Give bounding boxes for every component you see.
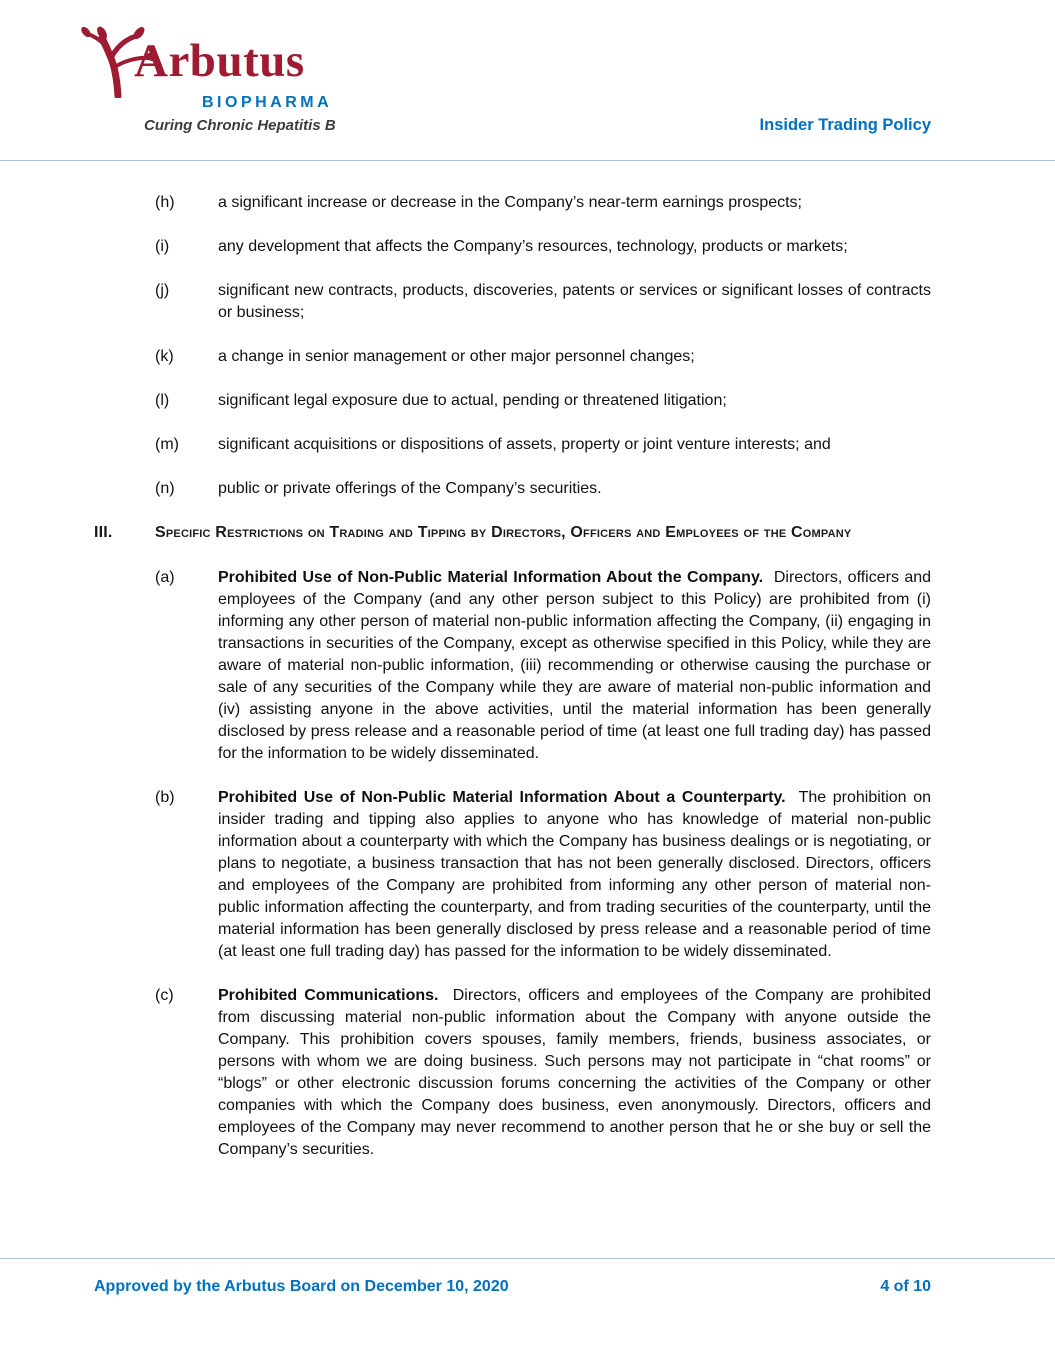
section-heading bbox=[94, 522, 931, 544]
list-item-l bbox=[155, 390, 931, 412]
subsection-text bbox=[218, 985, 931, 1161]
subsection-body: Directors, officers and employees of the Company are prohibited from discussing material non-public information about the Company with anyone outside the Company. This prohibition covers spouses, family members, friends, business associates, or persons with whom we are doing business. Such persons may not participate in “chat rooms” or “blogs” or other electronic discussion forums concerning the activities of the Company or other companies with which the Company does business, even anonymously. Directors, officers and employees of the Company may never recommend to another person that he or she buy or sell the Company’s securities. bbox=[218, 987, 932, 1158]
list-item-label: (i) bbox=[155, 238, 170, 255]
list-item-text: any development that affects the Company’s resources, technology, products or markets; bbox=[218, 238, 848, 255]
subsection-lead: Prohibited Communications. bbox=[218, 987, 439, 1004]
list-item-label: (k) bbox=[155, 348, 174, 365]
header-divider bbox=[0, 160, 1055, 161]
list-item-text: significant acquisitions or dispositions of assets, property or joint venture interests; and bbox=[218, 436, 831, 453]
subsection-a bbox=[155, 567, 931, 765]
list-item-text: public or private offerings of the Company’s securities. bbox=[218, 480, 602, 497]
list-item-label: (m) bbox=[155, 436, 179, 453]
footer-approval-text: Approved by the Arbutus Board on December 10, 2020 bbox=[94, 1278, 509, 1295]
logo-tagline: Curing Chronic Hepatitis B bbox=[144, 117, 336, 134]
footer-page-number: 4 of 10 bbox=[880, 1278, 931, 1295]
subsection-body: The prohibition on insider trading and tipping also applies to anyone who has knowledge of material non-public information about a counterparty with which the Company has business dealings or is negotiating, or plans to negotiate, a business transaction that has not been generally disclosed. Directors, officers and employees of the Company are prohibited from informing any other person of material non-public information affecting the counterparty, and from trading securities of the counterparty, until the material information has been generally disclosed by press release and a reasonable period of time (at least one full trading day) has passed for the information to be widely disseminated. bbox=[218, 789, 931, 960]
section-title: Specific Restrictions on Trading and Tipping by Directors, Officers and Employees of the Company bbox=[155, 524, 852, 541]
list-item-m bbox=[155, 434, 931, 456]
list-item-n bbox=[155, 478, 931, 500]
section-number: III. bbox=[94, 524, 113, 541]
list-item-h bbox=[155, 192, 931, 214]
subsection-lead: Prohibited Use of Non-Public Material Information About a Counterparty. bbox=[218, 789, 786, 806]
subsection-lead: Prohibited Use of Non-Public Material Information About the Company. bbox=[218, 569, 764, 586]
list-item-text: a significant increase or decrease in the Company’s near-term earnings prospects; bbox=[218, 194, 802, 211]
list-item-text: a change in senior management or other major personnel changes; bbox=[218, 348, 695, 365]
page-footer bbox=[94, 1278, 931, 1296]
footer-divider bbox=[0, 1258, 1055, 1259]
list-item-label: (n) bbox=[155, 480, 175, 497]
list-item-i bbox=[155, 236, 931, 258]
subsection-label: (c) bbox=[155, 987, 174, 1004]
list-item-j bbox=[155, 280, 931, 324]
subsection-body: Directors, officers and employees of the Company (and any other person subject to this Policy) are prohibited from (i) informing any other person of material non-public information affecting the Company, (ii) engaging in transactions in securities of the Company, except as otherwise specified in this Policy, while they are aware of material non-public information, (iii) recommending or otherwise causing the purchase or sale of any securities of the Company while they are aware of material non-public information and (iv) assisting anyone in the above activities, until the material information has been generally disclosed by press release and a reasonable period of time (at least one full trading day) has passed for the information to be widely disseminated. bbox=[218, 569, 932, 762]
list-item-label: (j) bbox=[155, 282, 170, 299]
list-item-k bbox=[155, 346, 931, 368]
document-title: Insider Trading Policy bbox=[759, 116, 931, 134]
subsection-text bbox=[218, 567, 931, 765]
subsection-label: (b) bbox=[155, 789, 175, 806]
logo-subtitle: BIOPHARMA bbox=[202, 94, 333, 111]
subsection-text bbox=[218, 787, 931, 963]
subsection-label: (a) bbox=[155, 569, 175, 586]
list-item-label: (h) bbox=[155, 194, 175, 211]
list-item-text: significant new contracts, products, discoveries, patents or services or significant losses of contracts or business; bbox=[218, 282, 931, 321]
list-item-label: (l) bbox=[155, 392, 170, 409]
subsection-c bbox=[155, 985, 931, 1161]
document-body bbox=[94, 192, 932, 1183]
subsection-b bbox=[155, 787, 931, 963]
logo-wordmark: Arbutus bbox=[134, 35, 305, 87]
list-item-text: significant legal exposure due to actual, pending or threatened litigation; bbox=[218, 392, 727, 409]
